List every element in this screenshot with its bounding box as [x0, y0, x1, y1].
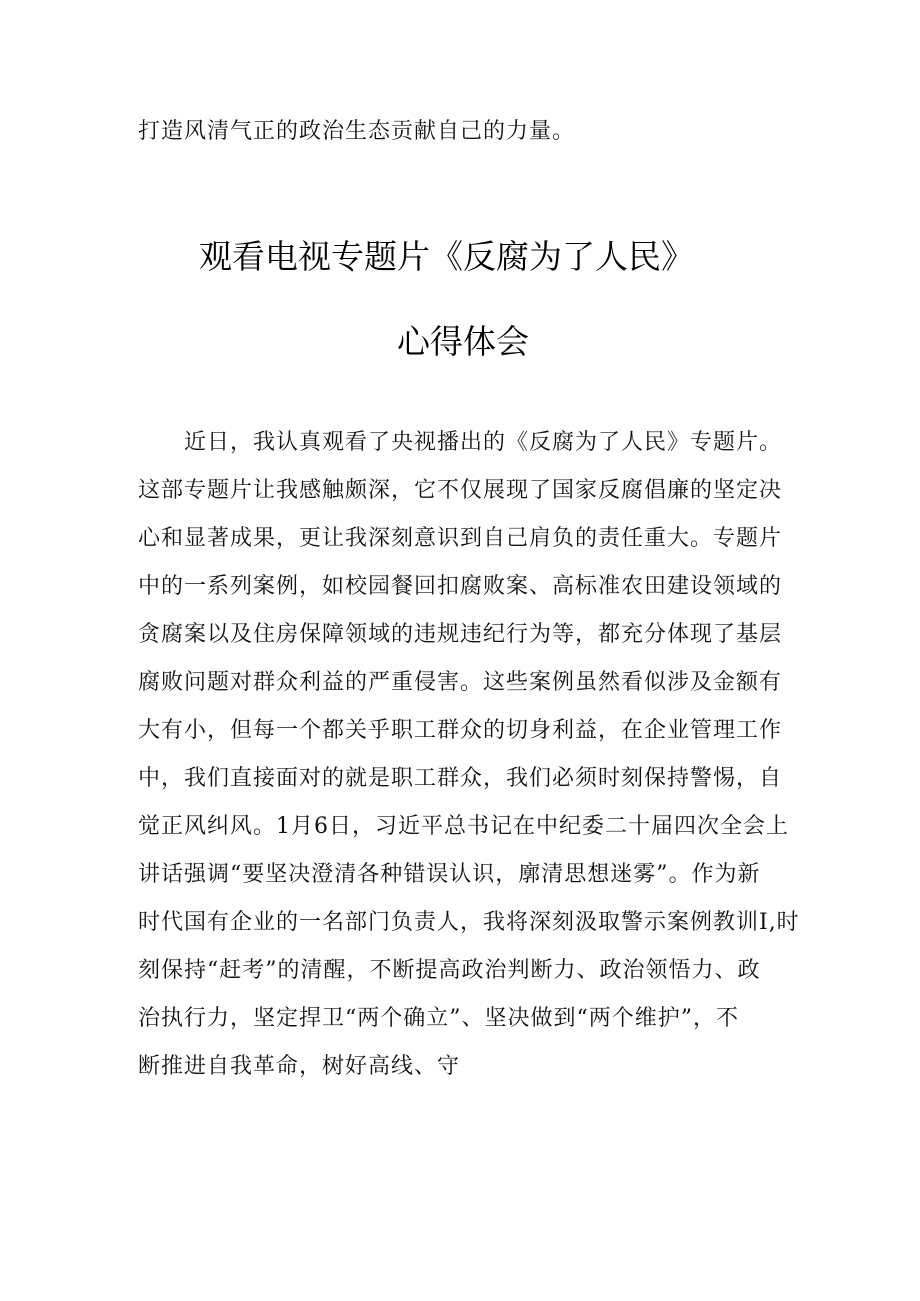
body-line: 刻保持“赶考”的清醒，不断提高政治判断力、政治领悟力、政: [138, 958, 761, 983]
body-line: 这部专题片让我感触颇深，它不仅展现了国家反腐倡廉的坚定决: [138, 478, 783, 503]
document-title-line1: 观看电视专题片《反腐为了人民》: [199, 237, 694, 276]
body-line: 贪腐案以及住房保障领域的违规违纪行为等，都充分体现了基层: [138, 622, 783, 647]
body-line: 大有小，但每一个都关乎职工群众的切身利益，在企业管理工作: [138, 718, 783, 743]
body-line: 觉正风纠风。1月6日，习近平总书记在中纪委二十届四次全会上: [138, 814, 789, 839]
body-line: 中，我们直接面对的就是职工群众，我们必须时刻保持警惕，自: [138, 766, 783, 791]
body-line: 治执行力，坚定捍卫“两个确立”、坚决做到“两个维护”，不: [138, 1006, 739, 1031]
body-line: 腐败问题对群众利益的严重侵害。这些案例虽然看似涉及金额有: [138, 670, 783, 695]
body-line: 讲话强调“要坚决澄清各种错误认识，廓清思想迷雾”。作为新: [138, 862, 761, 887]
body-line: 近日，我认真观看了央视播出的《反腐为了人民》专题片。: [138, 430, 783, 455]
carryover-line: 打造风清气正的政治生态贡献自己的力量。: [138, 119, 576, 144]
body-line: 中的一系列案例，如校园餐回扣腐败案、高标准农田建设领域的: [138, 574, 783, 599]
body-line: 时代国有企业的一名部门负责人，我将深刻汲取警示案例教训I,时: [138, 910, 800, 935]
document-title-line2: 心得体会: [397, 322, 529, 361]
body-line: 心和显著成果，更让我深刻意识到自己肩负的责任重大。专题片: [138, 526, 783, 551]
body-line: 断推进自我革命，树好高线、守: [138, 1054, 461, 1079]
